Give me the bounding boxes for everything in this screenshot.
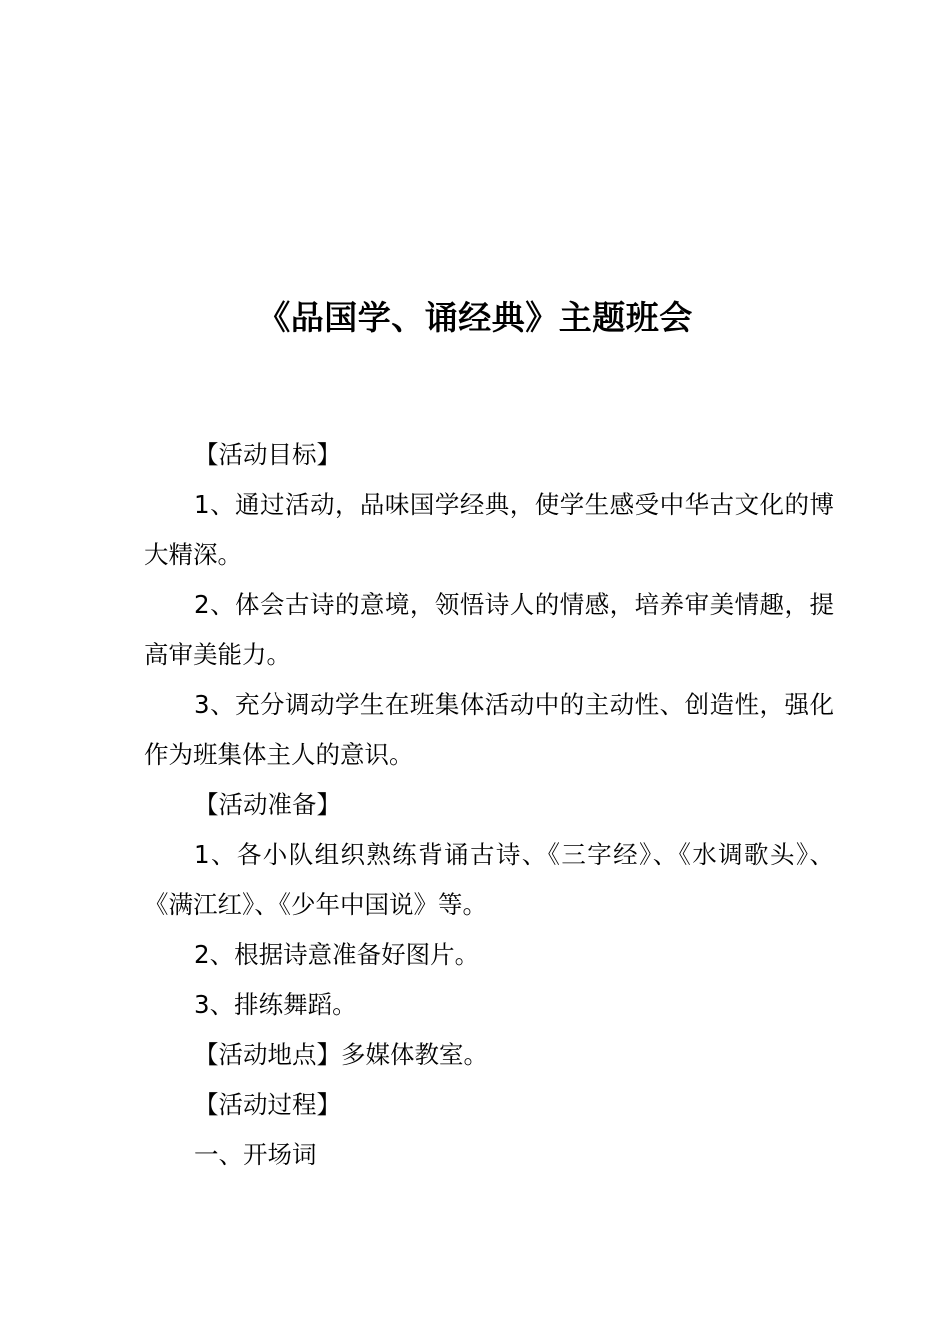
preparation-item-1: 1、各小队组织熟练背诵古诗、《三字经》、《水调歌头》、《满江红》、《少年中国说》等。 bbox=[144, 840, 834, 919]
section-heading-preparation: 【活动准备】 bbox=[194, 790, 341, 819]
document-body bbox=[144, 430, 834, 1180]
goal-item-3: 3、充分调动学生在班集体活动中的主动性、创造性，强化作为班集体主人的意识。 bbox=[144, 690, 834, 769]
document-title: 《品国学、诵经典》主题班会 bbox=[257, 298, 693, 337]
preparation-item-3: 3、排练舞蹈。 bbox=[194, 990, 357, 1019]
preparation-item-2: 2、根据诗意准备好图片。 bbox=[194, 940, 480, 969]
section-location: 【活动地点】多媒体教室。 bbox=[194, 1040, 488, 1069]
goal-item-1: 1、通过活动，品味国学经典，使学生感受中华古文化的博大精深。 bbox=[144, 490, 834, 569]
goal-item-2: 2、体会古诗的意境，领悟诗人的情感，培养审美情趣，提高审美能力。 bbox=[144, 590, 834, 669]
section-heading-process: 【活动过程】 bbox=[194, 1090, 341, 1119]
process-item-1: 一、开场词 bbox=[194, 1140, 317, 1169]
section-heading-goals: 【活动目标】 bbox=[194, 440, 341, 469]
